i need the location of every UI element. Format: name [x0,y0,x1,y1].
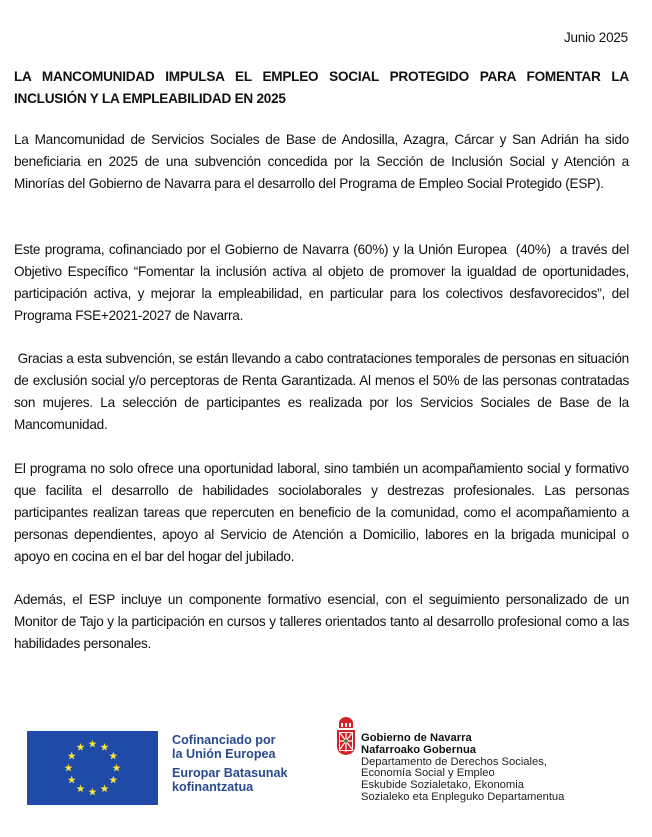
eu-text-line: Cofinanciado por [172,733,276,747]
eu-star [109,776,117,784]
eu-text-line: la Unión Europea [172,746,276,761]
eu-star [77,785,85,793]
paragraph-hiring: Gracias a esta subvención, se están llevando a cabo contrataciones temporales de personas en situación de exclusión social y/o perceptoras de Renta Garantizada. Al menos el 50% de las personas contratadas son mujeres. La selección de participantes es realizada por los Servicios Sociales de Base de la Mancomunidad. [14,351,633,432]
eu-star [89,788,97,796]
navarra-text-line: Sozialeko eta Enpleguko Departamentua [361,790,565,803]
navarra-shield-icon [335,716,357,756]
navarra-text-line: Eskubide Sozialetako, Ekonomia [361,779,524,792]
eu-stars [27,731,158,805]
document-title: LA MANCOMUNIDAD IMPULSA EL EMPLEO SOCIAL PROTEGIDO PARA FOMENTAR LA INCLUSIÓN Y LA EMPLEABILIDAD EN 2025 [14,69,629,106]
eu-flag-icon [27,731,158,805]
paragraph-funding: Este programa, cofinanciado por el Gobierno de Navarra (60%) y la Unión Europea (40%) a través del Objetivo Específico “Fomentar la inclusión activa al objeto de promover la igualdad de oportunidades, participación activa, y mejorar la empleabilidad, en particular para los colectivos desfavorecidos”, del Programa FSE+2021-2027 de Navarra. [14,242,633,323]
eu-star [89,740,97,748]
eu-star [101,743,109,751]
eu-text-line: Europar Batasunak [172,766,288,780]
eu-cofinancing-text [172,734,287,794]
document-date: Junio 2025 [563,30,628,45]
paragraph-intro: La Mancomunidad de Servicios Sociales de Base de Andosilla, Azagra, Cárcar y San Adrián ha sido beneficiaria en 2025 de una subvención concedida por la Sección de Inclusión Social y Atención a Minorías del Gobierno de Navarra para el desarrollo del Programa de Empleo Social Protegido (ESP). [14,132,629,191]
eu-star [109,752,117,760]
eu-text-line: kofinantzatua [172,779,254,794]
eu-star [65,764,73,772]
navarra-government-text [361,733,564,804]
navarra-text-line: Nafarroako Gobernua [361,743,477,756]
eu-star [68,752,76,760]
paragraph-program: El programa no solo ofrece una oportunidad laboral, sino también un acompañamiento social y formativo que facilita el desarrollo de habilidades sociolaborales y destrezas profesionales. Las personas participantes realizan tareas que repercuten en beneficio de la comunidad, como el acompañamiento a personas dependientes, apoyo al Servicio de Atención a Domicilio, labores en la brigada municipal o apoyo en cocina en el bar del hogar del jubilado. [14,461,629,564]
eu-star [68,776,76,784]
eu-star [101,785,109,793]
navarra-text-line: Economía Social y Empleo [361,767,495,780]
eu-star [113,764,121,772]
navarra-text-line: Departamento de Derechos Sociales, [361,755,547,768]
paragraph-training: Además, el ESP incluye un componente formativo esencial, con el seguimiento personalizado de un Monitor de Tajo y la participación en cursos y talleres orientados tanto al desarrollo profesional como a las habilidades personales. [14,592,629,651]
eu-star [77,743,85,751]
navarra-text-line: Gobierno de Navarra [361,732,472,744]
